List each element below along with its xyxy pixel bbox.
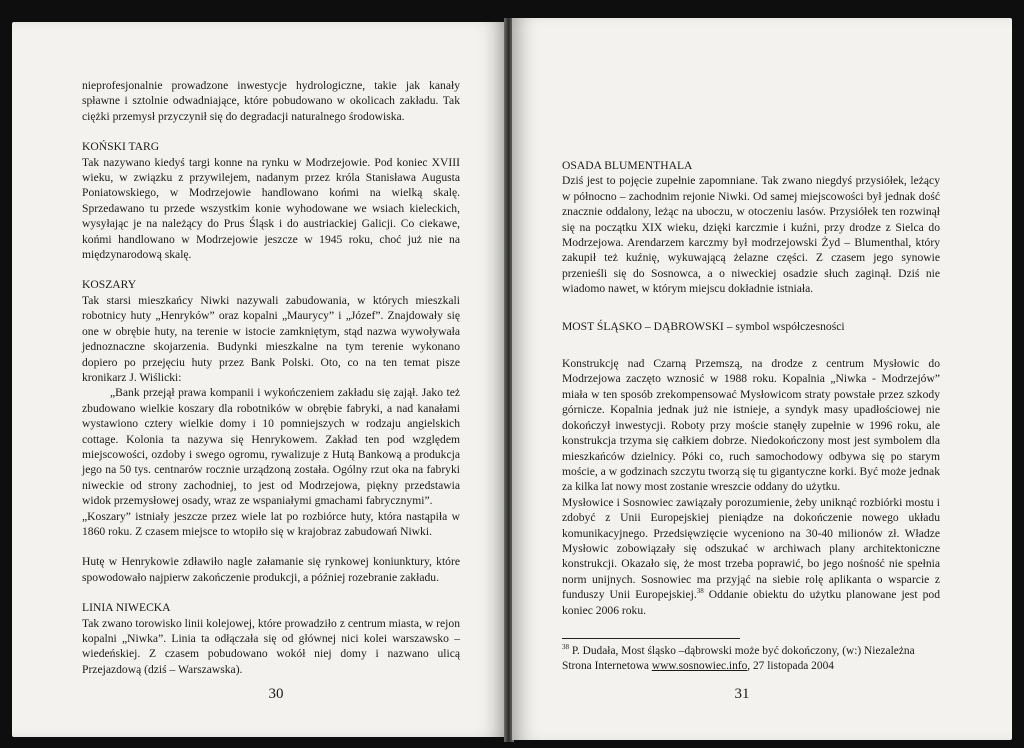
section-subtitle-most: – symbol współczesności <box>723 319 845 333</box>
footnote <box>562 644 940 674</box>
section-text-koszary: Tak starsi mieszkańcy Niwki nazywali zabudowania, w których mieszkali robotnicy huty „Henryków” oraz kopalni „Maurycy” i „Józef”. Znajdowały się one w obrębie huty, na terenie w istocie zamkniętym, stąd nazwa wywoływała jednoznaczne skojarzenia. Budynki mieszkalne na tym terenie wykonano dopiero po przejęciu huty przez Bank Polski. Oto, co na ten temat pisze kronikarz J. Wiślicki: <box>82 293 460 384</box>
huta-henrykow-text: Hutę w Henrykowie zdławiło nagle załamanie się rynkowej koniunktury, które spowodowało najpierw zakończenie produkcji, a później rozebranie zakładu. <box>82 555 460 584</box>
footnote-date: , 27 listopada 2004 <box>747 660 834 672</box>
section-text-konski-targ: Tak nazywano kiedyś targi konne na rynku w Modrzejowie. Pod koniec XVIII wieku, w związku z przywilejem, nadanym przez króla Stanisława Augusta Poniatowskiego, w Modrzejowie handlowano końmi na wielką skalę. Sprzedawano tu przede wszystkim konie wyhodowane we wsiach kieleckich, wysyłając je na należący do Prus Śląsk i do austriackiej Galicji. Co ciekawe, końmi handlowano w Modrzejowie jeszcze w 1945 roku, choć już nie na międzynarodową skalę. <box>82 155 460 262</box>
section-text-linia-niwecka: Tak zwano torowisko linii kolejowej, które prowadziło z centrum miasta, w rejon kopalni „Niwka”. Linia ta odłączała się od głównej nici kolei warszawsko – wiedeńskiej. Z czasem pobudowano wokół niej domy i nazwano ulicą Przejazdową (dziś – Warszawska). <box>82 616 460 676</box>
section-title-linia-niwecka: LINIA NIWECKA <box>82 601 171 615</box>
footnote-text: P. Dudała, Most śląsko –dąbrowski może być dokończony, (w:) Niezależna Strona Internetowa <box>562 645 915 672</box>
page-number-right: 31 <box>734 686 750 702</box>
section-heading-most <box>562 319 940 334</box>
intro-paragraph: nieprofesjonalnie prowadzone inwestycje hydrologiczne, takie jak kanały spławne i sztolnie odwadniające, które pobudowano w okolicach zakładu. Tak ciężki przemysł przyczynił się do degradacji naturalnego środowiska. <box>82 79 460 123</box>
footnote-number: 38 <box>562 643 569 651</box>
footnote-divider <box>562 638 740 639</box>
right-page <box>512 18 1012 740</box>
footnote-reference: 38 <box>696 587 704 596</box>
quote-wislicki: „Bank przejął prawa kompanii i wykończeniem zakładu się zajął. Jako też zbudowano wielkie koszary dla robotników w obrębie fabryki, a nad kanałami wystawiono cztery wielkie domy i 10 pomniejszych w rodzaju angielskich cottage. Kolonia ta nazywa się Henrykowem. Zakład ten pod względem miejscowości, ozdoby i swego ogromu, rywalizuje z Hutą Bankową a produkcja jego na 50 tys. centnarów rocznie urządzoną została. Ogólny rzut oka na fabryki niweckie od strony zachodniej, to jest od Modrzejowa, piękny przedstawia widok przemysłowej osady, wraz ze wspaniałymi gmachami fabrycznymi”. <box>82 386 460 508</box>
section-title-osada-blumenthala: OSADA BLUMENTHALA <box>562 159 693 172</box>
section-title-konski-targ: KOŃSKI TARG <box>82 140 160 154</box>
page-number-left: 30 <box>268 686 284 702</box>
right-page-text <box>562 158 940 618</box>
section-text-most-2 <box>562 495 940 618</box>
section-text-osada-blumenthala: Dziś jest to pojęcie zupełnie zapomniane. Tak zwano niegdyś przysiółek, leżący w północno – zachodnim rejonie Niwki. Od samej miejscowości był jednak dość znacznie oddalony, leżąc na uboczu, w otoczeniu lasów. Przysiółek ten rozwinął się na początku XIX wieku, dzięki karczmie i kuźni, przy drodze z Sielca do Modrzejowa. Arendarzem karczmy był modrzejowski Żyd – Blumenthal, który zakupił też kuźnię, wykuwającą żelazne części. Z czasem jego synowie przenieśli się do Sosnowca, a o niweckiej osadzie słuch zaginął. Dziś nie wiadomo nawet, w którym miejscu dokładnie istniała. <box>562 174 940 296</box>
section-text-most: Konstrukcję nad Czarną Przemszą, na drodze z centrum Mysłowic do Modrzejowa zaczęto wznosić w 1988 roku. Kopalnia „Niwka - Modrzejów” miała w ten sposób zrekompensować Mysłowicom straty powstałe przez szkody górnicze. Kopalnia jednak już nie istnieje, a syndyk masy upadłościowej nie dokończył inwestycji. Roboty przy moście stanęły zupełnie w 1996 roku, ale konstrukcja trzyma się całkiem dobrze. Niedokończony most jest symbolem dla mieszkańców dzielnicy. Póki co, ruch samochodowy odbywa się po starym moście, a w godzinach szczytu tworzą się tu gigantyczne korki. Być może jednak za kilka lat nowy most zostanie wreszcie oddany do użytku. <box>562 357 940 494</box>
left-page-text <box>82 78 460 677</box>
most-porozumienie-text: Mysłowice i Sosnowiec zawiązały porozumienie, żeby uniknąć rozbiórki mostu i zdobyć z Unii Europejskiej pieniądze na dokończenie nowego układu komunikacyjnego. Przedsięwzięcie wyceniono na 30-40 milionów zł. Władze Mysłowic zobowiązały się odszukać w archiwach plany architektoniczne konstrukcji. Okazało się, że most trzeba poprawić, bo jego nośność nie spełnia norm unijnych. Sosnowiec ma przyjąć na siebie rolę aplikanta o wsparcie z funduszy Unii Europejskiej. <box>562 495 940 602</box>
koszary-after-text: „Koszary” istniały jeszcze przez wiele lat po rozbiórce huty, która nastąpiła w 1860 roku. Z czasem miejsce to wtopiło się w krajobraz zabudowań Niwki. <box>82 509 460 538</box>
most-termin-text: Oddanie obiektu do użytku planowane jest pod koniec 2006 roku. <box>562 588 940 617</box>
footnote-link[interactable]: www.sosnowiec.info <box>651 660 748 672</box>
section-title-most: MOST ŚLĄSKO – DĄBROWSKI <box>562 319 724 333</box>
left-page <box>12 22 506 737</box>
section-title-koszary: KOSZARY <box>82 278 137 292</box>
